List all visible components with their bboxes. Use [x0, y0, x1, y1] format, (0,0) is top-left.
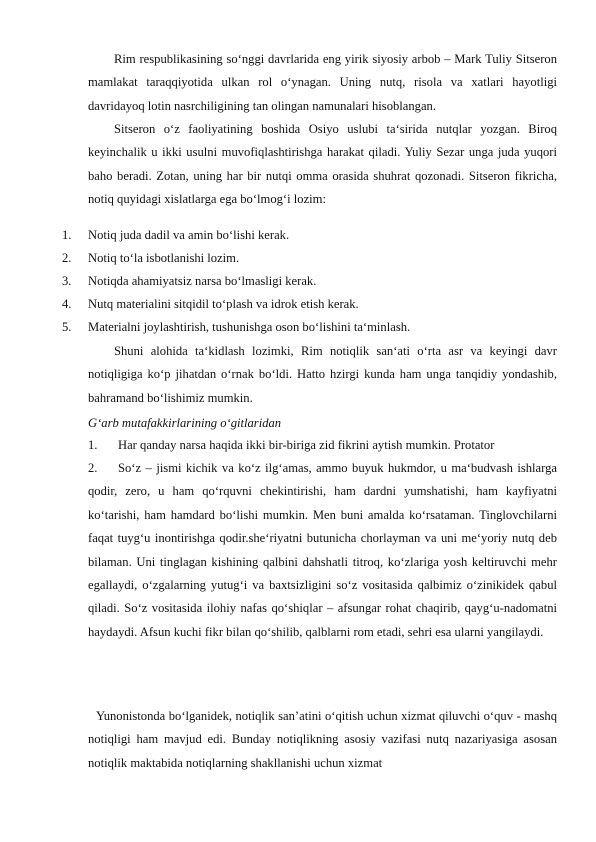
paragraph-rim-notiqlik: Shuni alohida ta‘kidlash lozimki, Rim notiqlik san‘ati o‘rta asr va keyingi davr notiqligiga ko‘p jihatdan o‘rnak bo‘ldi. Hatto hzirgi kunda ham unga tanqidiy yondashib, bahramand bo‘lishimiz mumkin.: [88, 344, 557, 405]
list-item: [62, 293, 557, 315]
list-item-number: 1.: [62, 228, 72, 242]
paragraph-sitseron-intro: Rim respublikasining so‘nggi davrlarida eng yirik siyosiy arbob – Mark Tuliy Sitseron mamlakat taraqqiyotida ulkan rol o‘ynagan. Uning nutq, risola va xatlari hayotligi davridayoq lotin nasrchiligining tan olingan namunalari hisoblangan.: [88, 52, 557, 113]
list-item-number: 2.: [62, 251, 72, 265]
list-item-number: 3.: [62, 274, 72, 288]
list-item: [62, 270, 557, 292]
list-item: [62, 247, 557, 269]
quote-number: 2.: [88, 461, 98, 475]
quote-text: So‘z – jismi kichik va ko‘z ilg‘amas, ammo buyuk hukmdor, u ma‘budvash ishlarga qodir, zero, u ham qo‘rquvni chekintirishi, ham dardni yumshatishi, ham kayfiyatni ko‘tarishi, ham hamdard bo‘lishi mumkin. Men buni amalda ko‘rsataman. Tinglovchilarni faqat tuyg‘u inontirishga qodir.she‘riyatni butunicha chorlayman va uni me‘yoriy nutq deb bilaman. Uni tinglagan kishining qalbini dahshatli titroq, ko‘zlariga yosh keltiruvchi mehr egallaydi, o‘zgalarning yutug‘i va baxtsizligini so‘z vositasida qalbimiz o‘zinikidek qabul qiladi. So‘z vositasida ilohiy nafas qo‘shiqlar – afsungar rohat chaqirib, qayg‘u-nadomatni haydaydi. Afsun kuchi fikr bilan qo‘shilib, qalblarni rom etadi, sehri esa ularni yangilaydi.: [88, 461, 557, 639]
quote-item-2: [88, 457, 557, 644]
paragraph-yunoniston: Yunonistonda bo‘lganidek, notiqlik san’atini o‘qitish uchun xizmat qiluvchi o‘quv - mashq notiqligi ham mavjud edi. Bunday notiqlikning asosiy vazifasi nutq nazariyasiga asosan notiqlik maktabida notiqlarning shakllanishi uchun xizmat: [88, 709, 557, 770]
list-item-text: Nutq materialini sitqidil to‘plash va idrok etish kerak.: [88, 297, 359, 311]
section-heading: G‘arb mutafakkirlarining o‘gitlaridan: [88, 416, 282, 430]
quote-number: 1.: [88, 438, 98, 452]
quote-item-1: [88, 434, 557, 457]
list-item-number: 4.: [62, 297, 72, 311]
list-item-text: Materialni joylashtirish, tushunishga oson bo‘lishini ta‘minlash.: [88, 320, 411, 334]
list-item: [62, 224, 557, 246]
list-item-text: Notiqda ahamiyatsiz narsa bo‘lmasligi kerak.: [88, 274, 317, 288]
paragraph-sitseron-style: Sitseron o‘z faoliyatining boshida Osiyo uslubi ta‘sirida nutqlar yozgan. Biroq keyinchalik u ikki usulni muvofiqlashtirishga harakat qiladi. Yuliy Sezar unga juda yuqori baho beradi. Zotan, uning har bir nutqi omma orasida shuhrat qozonadi. Sitseron fikricha, notiq quyidagi xislatlarga ega bo‘lmog‘i lozim:: [88, 122, 557, 207]
list-item-number: 5.: [62, 320, 72, 334]
list-item-text: Notiq to‘la isbotlanishi lozim.: [88, 251, 240, 265]
quote-text: Har qanday narsa haqida ikki bir-biriga zid fikrini aytish mumkin. Protator: [118, 438, 495, 452]
list-item-text: Notiq juda dadil va amin bo‘lishi kerak.: [88, 228, 290, 242]
list-item: [62, 316, 557, 338]
